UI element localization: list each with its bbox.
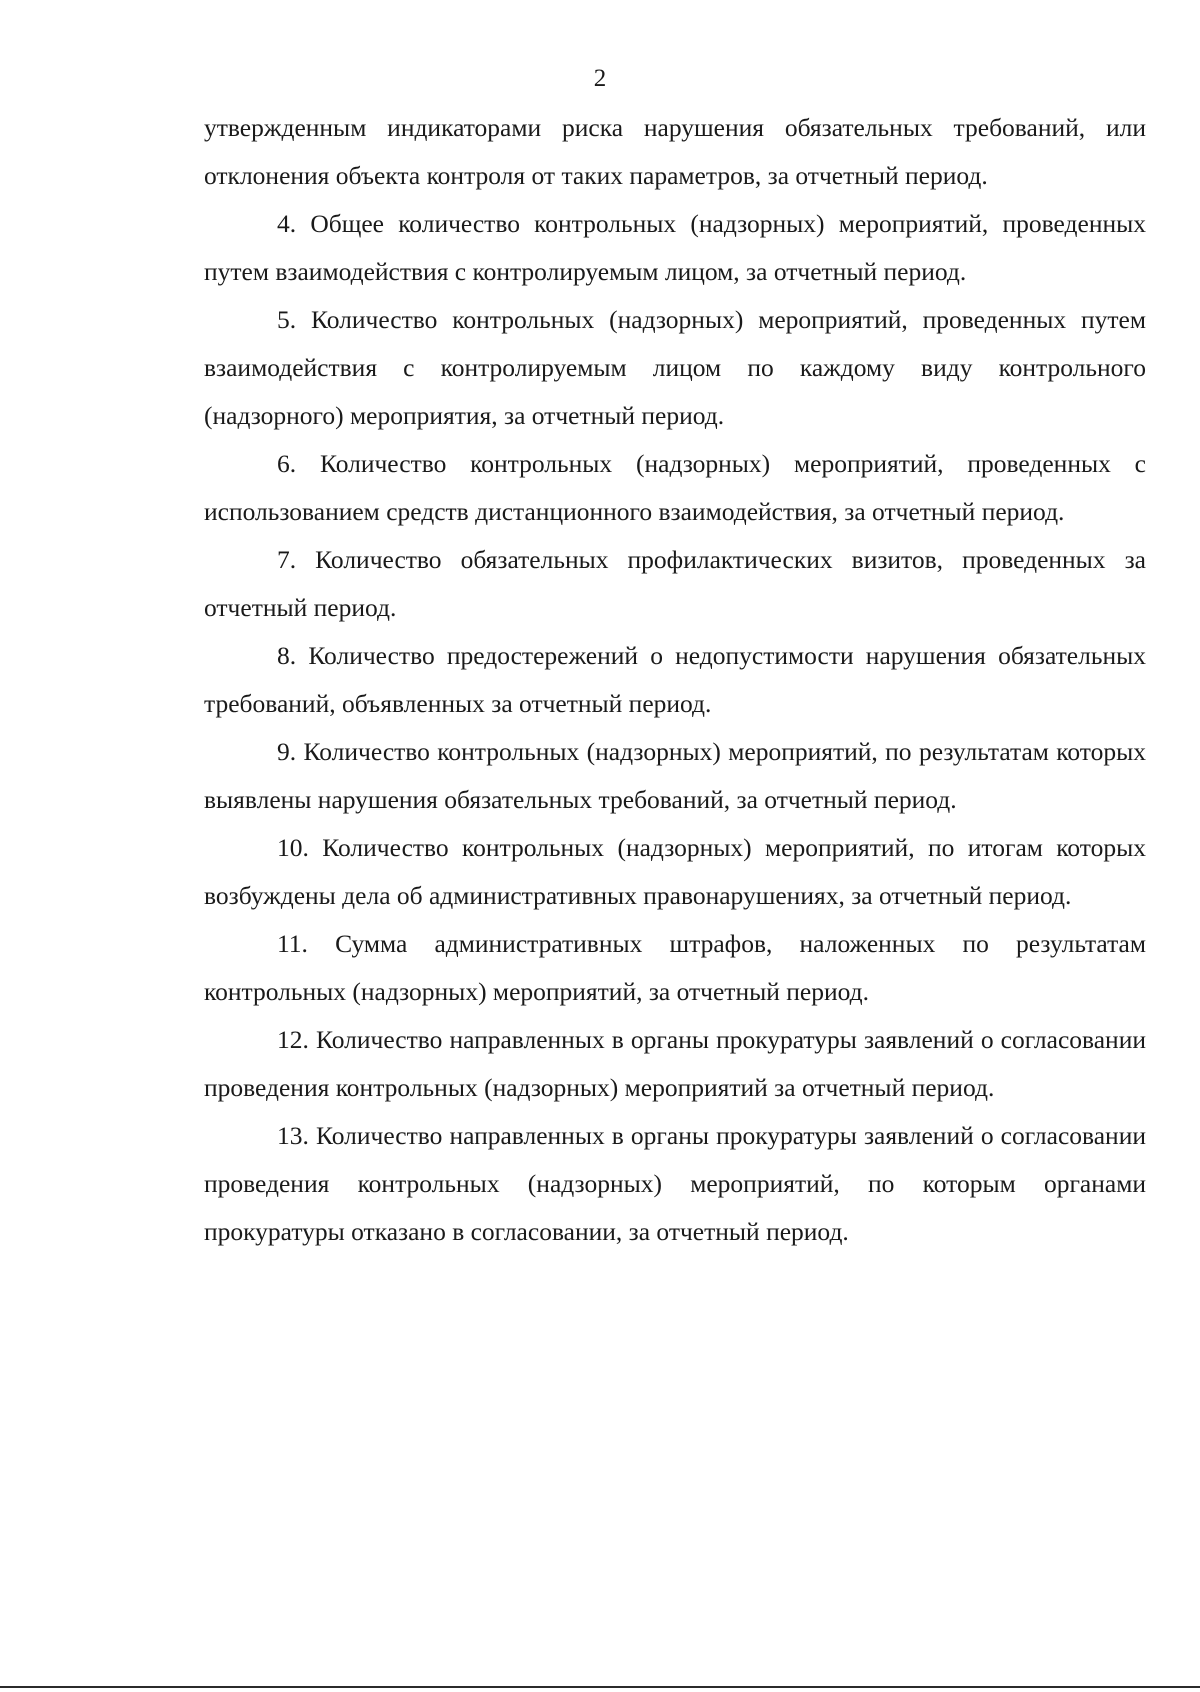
paragraph-6: 6. Количество контрольных (надзорных) мероприятий, проведенных с использованием средств дистанционного взаимодействия, за отчетный период.	[204, 449, 1146, 526]
paragraph-10: 10. Количество контрольных (надзорных) мероприятий, по итогам которых возбуждены дела об административных правонарушениях, за отчетный период.	[204, 833, 1146, 910]
paragraph-5: 5. Количество контрольных (надзорных) мероприятий, проведенных путем взаимодействия с контролируемым лицом по каждому виду контрольного (надзорного) мероприятия, за отчетный период.	[204, 305, 1146, 430]
paragraph-4: 4. Общее количество контрольных (надзорных) мероприятий, проведенных путем взаимодействия с контролируемым лицом, за отчетный период.	[204, 209, 1146, 286]
document-body	[204, 104, 1146, 1256]
paragraph-13: 13. Количество направленных в органы прокуратуры заявлений о согласовании проведения контрольных (надзорных) мероприятий, по которым органами прокуратуры отказано в согласовании, за отчетный период.	[204, 1121, 1146, 1246]
paragraph-8: 8. Количество предостережений о недопустимости нарушения обязательных требований, объявленных за отчетный период.	[204, 641, 1146, 718]
page-number: 2	[593, 65, 607, 92]
paragraph-7: 7. Количество обязательных профилактических визитов, проведенных за отчетный период.	[204, 545, 1146, 622]
paragraph-12: 12. Количество направленных в органы прокуратуры заявлений о согласовании проведения контрольных (надзорных) мероприятий за отчетный период.	[204, 1025, 1146, 1102]
paragraph-9: 9. Количество контрольных (надзорных) мероприятий, по результатам которых выявлены нарушения обязательных требований, за отчетный период.	[204, 737, 1146, 814]
paragraph-11: 11. Сумма административных штрафов, наложенных по результатам контрольных (надзорных) мероприятий, за отчетный период.	[204, 929, 1146, 1006]
bottom-scan-rule	[0, 1686, 1200, 1688]
continuation-paragraph: утвержденным индикаторами риска нарушения обязательных требований, или отклонения объекта контроля от таких параметров, за отчетный период.	[204, 113, 1146, 190]
